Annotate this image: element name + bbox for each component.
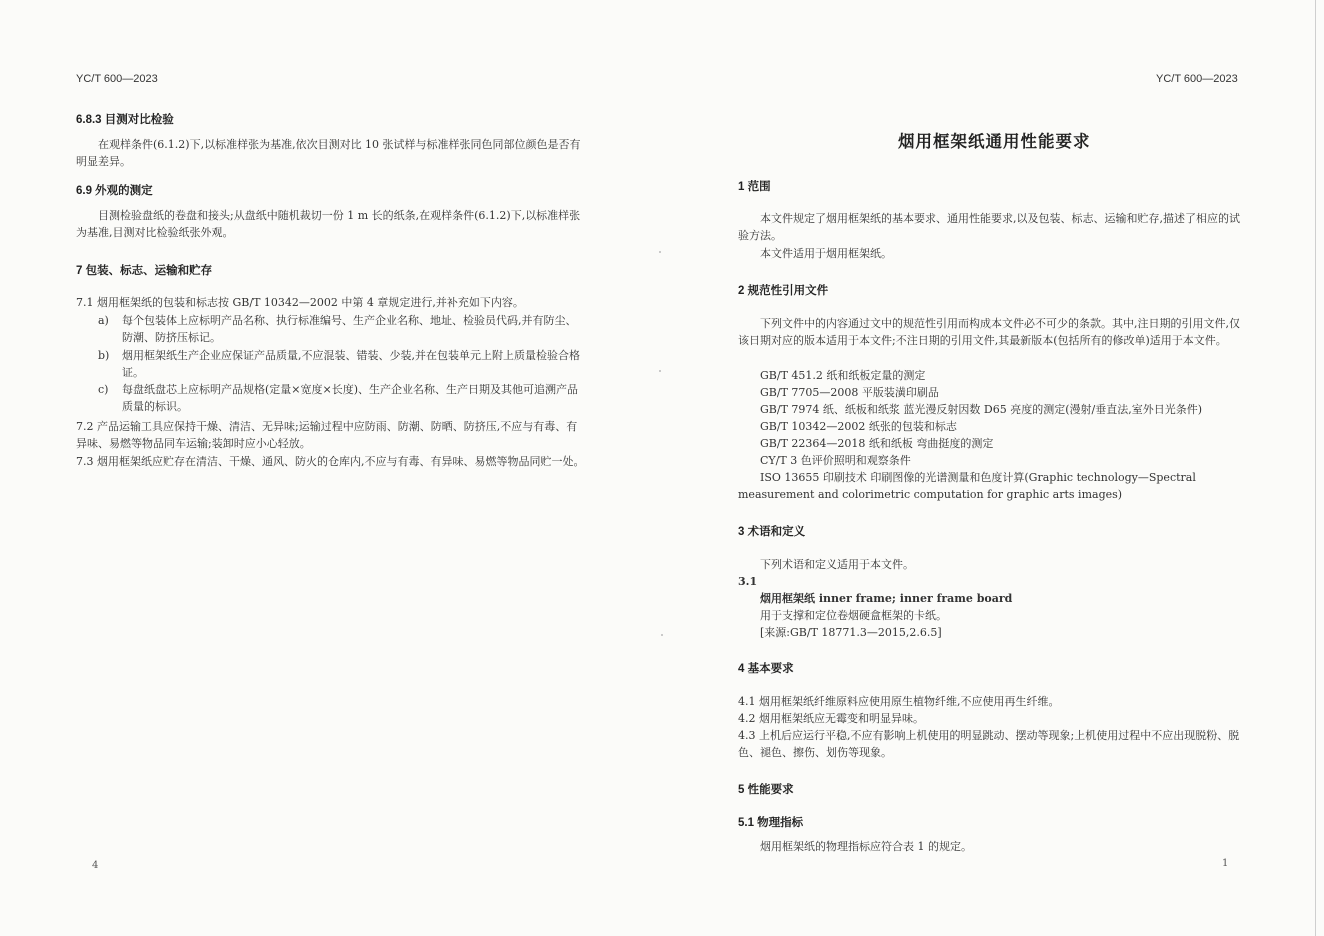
s71-c-text: 每盘纸盘芯上应标明产品规格(定量×宽度×长度)、生产企业名称、生产日期及其他可追溯产品质量的标识。 (122, 383, 579, 413)
ref-item: GB/T 451.2 纸和纸板定量的测定 (760, 369, 926, 382)
s1-para-1: 本文件规定了烟用框架纸的基本要求、通用性能要求,以及包装、标志、运输和贮存,描述了相应的试验方法。 (738, 212, 1240, 242)
s3-intro: 下列术语和定义适用于本文件。 (760, 558, 914, 571)
s31-term: 烟用框架纸 inner frame; inner frame board (760, 592, 1013, 605)
s43-text: 4.3 上机后应运行平稳,不应有影响上机使用的明显跳动、摆动等现象;上机使用过程中不应出现脱粉、脱色、褪色、擦伤、划伤等现象。 (738, 729, 1240, 759)
scan-speck (661, 634, 663, 636)
s71-b-label: b) (98, 349, 110, 362)
s41-text: 4.1 烟用框架纸纤维原料应使用原生植物纤维,不应使用再生纤维。 (738, 695, 1060, 708)
s2-heading: 2 规范性引用文件 (738, 285, 829, 297)
s69-heading: 6.9 外观的测定 (76, 185, 153, 197)
s683-text: 在观样条件(6.1.2)下,以标准样张为基准,依次目测对比 10 张试样与标准样张同色同部位颜色是否有明显差异。 (76, 138, 581, 168)
ref-item: GB/T 10342—2002 纸张的包装和标志 (760, 420, 957, 433)
s7-heading: 7 包装、标志、运输和贮存 (76, 265, 213, 277)
s3-heading: 3 术语和定义 (738, 526, 806, 538)
s51-heading: 5.1 物理指标 (738, 817, 804, 829)
s71-a-text: 每个包装体上应标明产品名称、执行标准编号、生产企业名称、地址、检验员代码,并有防尘、防潮、防挤压标记。 (122, 314, 577, 344)
right-header: YC/T 600—2023 (1156, 73, 1238, 85)
s4-heading: 4 基本要求 (738, 663, 794, 675)
s31-source: [来源:GB/T 18771.3—2015,2.6.5] (760, 626, 942, 639)
s69-text: 目测检验盘纸的卷盘和接头;从盘纸中随机裁切一份 1 m 长的纸条,在观样条件(6.1.2)下,以标准样张为基准,目测对比检验纸张外观。 (76, 209, 581, 239)
ref-item: GB/T 7705—2008 平版装潢印刷品 (760, 386, 939, 399)
s71-c-label: c) (98, 383, 109, 396)
scan-speck (659, 370, 661, 372)
left-header: YC/T 600—2023 (76, 73, 158, 85)
right-page-number: 1 (1222, 858, 1229, 869)
s71-a-label: a) (98, 314, 109, 327)
scan-speck (659, 251, 661, 253)
s31-definition: 用于支撑和定位卷烟硬盒框架的卡纸。 (760, 609, 947, 622)
s42-text: 4.2 烟用框架纸应无霉变和明显异味。 (738, 712, 924, 725)
document-title: 烟用框架纸通用性能要求 (898, 132, 1091, 151)
s5-heading: 5 性能要求 (738, 784, 794, 796)
ref-item: GB/T 7974 纸、纸板和纸浆 蓝光漫反射因数 D65 亮度的测定(漫射/垂直法,室外日光条件) (760, 403, 1202, 416)
s1-heading: 1 范围 (738, 181, 771, 193)
ref-iso: ISO 13655 印刷技术 印刷图像的光谱测量和色度计算(Graphic technology—Spectral measurement and colorimetric computation for graphic arts images) (738, 471, 1196, 501)
s51-text: 烟用框架纸的物理指标应符合表 1 的规定。 (760, 840, 972, 853)
s71-text: 7.1 烟用框架纸的包装和标志按 GB/T 10342—2002 中第 4 章规定进行,并补充如下内容。 (76, 296, 524, 309)
ref-item: CY/T 3 色评价照明和观察条件 (760, 454, 911, 467)
s683-heading: 6.8.3 目测对比检验 (76, 114, 174, 126)
s71-b-text: 烟用框架纸生产企业应保证产品质量,不应混装、错装、少装,并在包装单元上附上质量检验合格证。 (122, 349, 580, 379)
left-page-number: 4 (92, 860, 99, 871)
s31-number: 3.1 (738, 575, 758, 588)
s73-text: 7.3 烟用框架纸应贮存在清洁、干燥、通风、防火的仓库内,不应与有毒、有异味、易燃等物品同贮一处。 (76, 455, 585, 468)
ref-item: GB/T 22364—2018 纸和纸板 弯曲挺度的测定 (760, 437, 994, 450)
s2-intro: 下列文件中的内容通过文中的规范性引用而构成本文件必不可少的条款。其中,注日期的引用文件,仅该日期对应的版本适用于本文件;不注日期的引用文件,其最新版本(包括所有的修改单)适用于本文件。 (738, 317, 1240, 347)
s72-text: 7.2 产品运输工具应保持干燥、清洁、无异味;运输过程中应防雨、防潮、防晒、防挤压,不应与有毒、有异味、易燃等物品同车运输;装卸时应小心轻放。 (76, 420, 578, 450)
s1-para-2: 本文件适用于烟用框架纸。 (760, 247, 892, 260)
right-page (662, 0, 1324, 936)
